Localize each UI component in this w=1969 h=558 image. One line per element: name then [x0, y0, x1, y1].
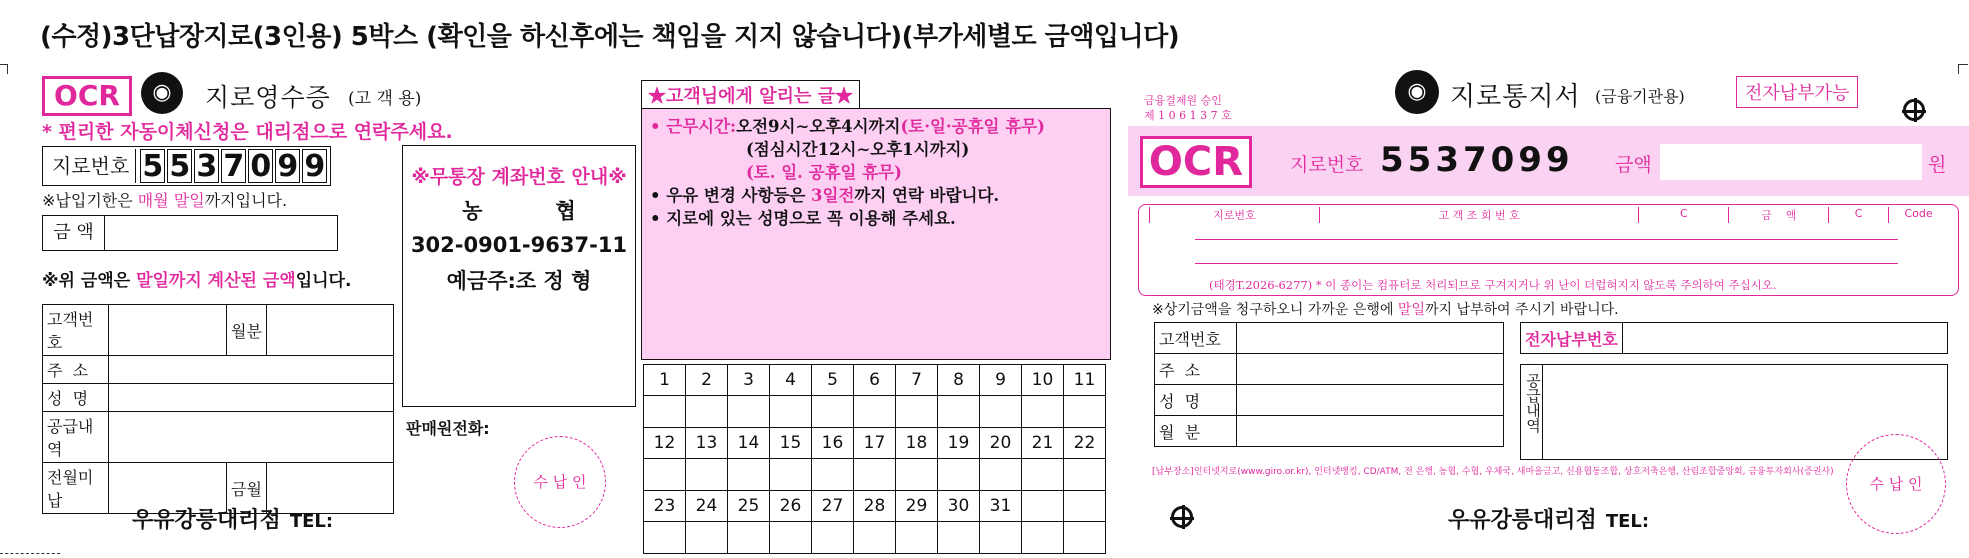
sat-holiday-line: (토. 일. 공휴일 휴무): [746, 163, 902, 182]
code-header: 고 객 조 회 번 호: [1319, 207, 1639, 223]
receipt-stamp: 수 납 인: [1846, 434, 1946, 534]
calendar-check-cell[interactable]: [644, 459, 686, 491]
notice-subtitle: (금융기관용): [1595, 87, 1685, 106]
registration-mark-icon: [1171, 506, 1193, 528]
account-number: 302-0901-9637-11: [410, 233, 628, 257]
this-month-label: 금월: [227, 463, 267, 514]
calendar-day: 4: [770, 365, 812, 396]
amount-field[interactable]: [1660, 144, 1922, 180]
table-row: [43, 384, 394, 412]
name-label: 성 명: [43, 384, 109, 412]
e-payment-number-field[interactable]: [1623, 323, 1947, 353]
calc-highlight: 말일까지 계산된 금액: [136, 271, 296, 291]
calendar-check-cell[interactable]: [980, 396, 1022, 428]
calendar-day: 31: [980, 491, 1022, 522]
supply-field[interactable]: [109, 412, 394, 463]
lunch-line: (점심시간12시∼오후1시까지): [746, 140, 970, 159]
calendar-check-cell[interactable]: [896, 396, 938, 428]
code-header: 금 액: [1728, 207, 1828, 223]
calendar-day: 14: [728, 428, 770, 459]
table-row: [1155, 385, 1504, 416]
calendar-check-cell[interactable]: [1064, 459, 1106, 491]
request-highlight: 말일: [1397, 302, 1425, 318]
calendar-check-cell[interactable]: [812, 459, 854, 491]
calendar-day: 29: [896, 491, 938, 522]
approval-line-1: 금융결제원 승인: [1144, 94, 1222, 107]
bank-name: 농 협: [462, 199, 576, 223]
calendar-check-cell[interactable]: [980, 459, 1022, 491]
giro-logo-icon: ◉: [1395, 70, 1439, 114]
request-suffix: 까지 납부하여 주시기 바랍니다.: [1424, 302, 1619, 318]
notice-title: 지로통지서: [1450, 82, 1581, 112]
calendar-check-cell[interactable]: [686, 459, 728, 491]
calendar-check-row: [644, 459, 1106, 491]
calc-suffix: 입니다.: [295, 271, 352, 291]
address-label: 주 소: [1155, 354, 1237, 385]
month-field[interactable]: [1237, 416, 1504, 447]
calendar-number-row: [644, 365, 1106, 396]
change-line: [650, 184, 1102, 207]
calendar-grid: [643, 364, 1106, 554]
code-line: [1195, 239, 1898, 240]
calendar-day: 22: [1064, 428, 1106, 459]
e-payment-number-box: [1520, 322, 1948, 354]
code-box: [1138, 204, 1959, 296]
giro-digit: 0: [248, 149, 273, 183]
table-row: [43, 356, 394, 384]
calendar-check-cell[interactable]: [644, 396, 686, 428]
calendar-check-cell[interactable]: [1022, 459, 1064, 491]
calendar-check-cell[interactable]: [812, 522, 854, 554]
calendar-day: 25: [728, 491, 770, 522]
registration-mark-icon: [1903, 99, 1925, 121]
account-box: [402, 145, 636, 407]
address-field[interactable]: [1237, 354, 1504, 385]
code-header: C: [1638, 207, 1728, 223]
customer-info-table: [42, 304, 394, 514]
calc-note: [42, 266, 351, 291]
calendar-day: 26: [770, 491, 812, 522]
notice-heading-box: [641, 80, 860, 110]
amount-box: [42, 215, 338, 251]
month-label: 월분: [227, 305, 267, 356]
payment-places-text: 인터넷지로(www.giro.or.kr), 인터넷뱅킹, CD/ATM, 전 은행, 농협, 수협, 우체국, 새마을금고, 신용협동조합, 상호저축은행, 산림조합중앙회, 금융투자회사(증권사): [1193, 467, 1834, 477]
approval-line-2: 제 1 0 6 1 3 7 호: [1144, 109, 1232, 122]
calendar-number-row: [644, 428, 1106, 459]
giro-digit: 9: [302, 149, 327, 183]
calendar-check-cell[interactable]: [1064, 396, 1106, 428]
calendar-check-cell[interactable]: [854, 396, 896, 428]
calendar-check-cell[interactable]: [812, 396, 854, 428]
e-payment-number-label: 전자납부번호: [1521, 323, 1623, 353]
giro-digit: 7: [221, 149, 246, 183]
won-label: 원: [1928, 154, 1947, 176]
calendar-day: 12: [644, 428, 686, 459]
calendar-check-cell[interactable]: [1064, 522, 1106, 554]
calendar-day: 19: [938, 428, 980, 459]
giro-number-box: [42, 146, 331, 186]
calendar-day: 20: [980, 428, 1022, 459]
calendar-check-cell[interactable]: [728, 459, 770, 491]
calendar-check-cell[interactable]: [1022, 396, 1064, 428]
code-header: C: [1828, 207, 1888, 223]
customer-number-field[interactable]: [109, 305, 227, 356]
calendar-check-row: [644, 522, 1106, 554]
calendar-day: 10: [1022, 365, 1064, 396]
calendar-day: 3: [728, 365, 770, 396]
calendar-check-cell[interactable]: [854, 459, 896, 491]
calendar-check-cell[interactable]: [644, 522, 686, 554]
calendar-day: 13: [686, 428, 728, 459]
receipt-subtitle: (고 객 용): [348, 89, 422, 109]
warning-text: (태경T.2026-6277) * 이 종이는 컴퓨터로 처리되므로 구겨지거나 위 난이 더럽혀지지 않도록 주의하여 주십시오.: [1209, 278, 1777, 292]
calendar-check-cell[interactable]: [1022, 522, 1064, 554]
amount-field[interactable]: [105, 216, 337, 250]
name-label: 성 명: [1155, 385, 1237, 416]
calendar-check-cell[interactable]: [728, 396, 770, 428]
unpaid-label: 전월미납: [43, 463, 109, 514]
calc-prefix: ※위 금액은: [42, 271, 137, 291]
calendar-day: 18: [896, 428, 938, 459]
autopay-notice: * 편리한 자동이체신청은 대리점으로 연락주세요.: [42, 121, 453, 143]
calendar-day: 23: [644, 491, 686, 522]
calendar-check-cell[interactable]: [686, 522, 728, 554]
request-prefix: ※상기금액을 청구하오니 가까운 은행에: [1152, 302, 1398, 318]
calendar-day: 6: [854, 365, 896, 396]
table-row: [1155, 354, 1504, 385]
calendar-day: 24: [686, 491, 728, 522]
calendar-day: 9: [980, 365, 1022, 396]
calendar-check-cell[interactable]: [854, 522, 896, 554]
tel-label: TEL:: [1605, 511, 1650, 532]
amount-label: 금 액: [43, 216, 105, 250]
address-label: 주 소: [43, 356, 109, 384]
calendar-day: 2: [686, 365, 728, 396]
change-suffix: 까지 연락 바랍니다.: [854, 186, 1000, 205]
giro-number-value: 5537099: [1380, 140, 1574, 180]
code-header: Code: [1888, 207, 1948, 223]
hours-text: 오전9시∼오후4시까지: [736, 117, 901, 136]
table-row: [1155, 323, 1504, 354]
calendar-day: 27: [812, 491, 854, 522]
tel-label: TEL:: [289, 511, 334, 532]
giro-logo-icon: ◉: [141, 72, 183, 114]
giro-number-label: 지로번호: [1290, 154, 1364, 176]
calendar-day: 30: [938, 491, 980, 522]
giro-number-digits: [140, 149, 327, 183]
due-prefix: ※납입기한은: [42, 191, 138, 210]
notice-box: [641, 108, 1111, 360]
month-field[interactable]: [267, 305, 394, 356]
table-row: [43, 305, 394, 356]
calendar-day: [1022, 491, 1064, 522]
page-title: (수정)3단납장지로(3인용) 5박스 (확인을 하신후에는 책임을 지지 않습니다)(부가세별도 금액입니다): [40, 22, 1180, 52]
ocr-label: OCR: [42, 76, 132, 116]
corner-mark: [0, 64, 8, 74]
calendar-day: [1064, 491, 1106, 522]
table-row: [1155, 416, 1504, 447]
customer-number-label: 고객번호: [43, 305, 109, 356]
hours-label: • 근무시간:: [650, 117, 737, 136]
calendar-day: 17: [854, 428, 896, 459]
ocr-label: OCR: [1140, 136, 1252, 188]
calendar-number-row: [644, 491, 1106, 522]
due-date-note: [42, 188, 287, 211]
hours-holiday: (토·일·공휴일 휴무): [900, 117, 1045, 136]
calendar-check-cell[interactable]: [770, 522, 812, 554]
supply-label: 공급내역: [43, 412, 109, 463]
calendar-day: 8: [938, 365, 980, 396]
code-headers: [1139, 205, 1958, 225]
calendar-check-cell[interactable]: [896, 459, 938, 491]
name-notice-line: • 지로에 있는 성명으로 꼭 이용해 주세요.: [650, 209, 956, 228]
change-prefix: • 우유 변경 사항등은: [650, 186, 812, 205]
giro-digit: 5: [167, 149, 192, 183]
customer-number-field[interactable]: [1237, 323, 1504, 354]
calendar-check-cell[interactable]: [980, 522, 1022, 554]
supply-detail-label: 공급내역: [1521, 365, 1543, 459]
e-payment-badge: 전자납부가능: [1736, 76, 1858, 108]
calendar-check-cell[interactable]: [938, 522, 980, 554]
calendar-day: 1: [644, 365, 686, 396]
right-agency: [1448, 503, 1649, 534]
giro-digit: 5: [140, 149, 165, 183]
due-highlight: 매월 말일: [137, 191, 205, 210]
calendar-check-cell[interactable]: [938, 396, 980, 428]
tear-line: [0, 553, 60, 554]
account-holder: 예금주:조 정 형: [446, 269, 592, 293]
calendar-check-cell[interactable]: [686, 396, 728, 428]
calendar-check-cell[interactable]: [770, 459, 812, 491]
due-suffix: 까지입니다.: [204, 191, 288, 210]
calendar-day: 21: [1022, 428, 1064, 459]
calendar-check-cell[interactable]: [938, 459, 980, 491]
calendar-day: 15: [770, 428, 812, 459]
calendar-check-cell[interactable]: [896, 522, 938, 554]
receipt-stamp: 수 납 인: [514, 436, 606, 528]
left-agency: [132, 503, 333, 534]
notice-heading: ★고객님에게 알리는 글★: [648, 86, 854, 107]
name-field[interactable]: [109, 384, 394, 412]
account-heading: ※무통장 계좌번호 안내※: [411, 166, 627, 188]
payment-places-label: [납부장소]: [1152, 467, 1194, 477]
payer-info-table: [1154, 322, 1504, 447]
calendar-check-row: [644, 396, 1106, 428]
amount-label: 금액: [1615, 154, 1652, 176]
calendar-day: 5: [812, 365, 854, 396]
giro-digit: 3: [194, 149, 219, 183]
change-highlight: 3일전: [811, 186, 855, 205]
calendar-day: 11: [1064, 365, 1106, 396]
table-row: [43, 412, 394, 463]
corner-mark: [1958, 64, 1968, 74]
agency-name: 우유강릉대리점: [1448, 508, 1597, 533]
code-header: 지로번호: [1149, 207, 1319, 223]
request-note: [1152, 299, 1619, 319]
customer-number-label: 고객번호: [1155, 323, 1237, 354]
calendar-check-cell[interactable]: [770, 396, 812, 428]
agency-name: 우유강릉대리점: [132, 508, 281, 533]
receipt-title: 지로영수증: [205, 83, 331, 112]
calendar-day: 7: [896, 365, 938, 396]
hours-line: [650, 115, 1102, 138]
calendar-day: 28: [854, 491, 896, 522]
giro-number-label: 지로번호: [46, 149, 136, 183]
month-label: 월 분: [1155, 416, 1237, 447]
seller-phone-label: 판매원전화:: [406, 419, 490, 438]
code-line: [1195, 263, 1898, 264]
calendar-check-cell[interactable]: [728, 522, 770, 554]
calendar-day: 16: [812, 428, 854, 459]
giro-digit: 9: [275, 149, 300, 183]
address-field[interactable]: [109, 356, 394, 384]
name-field[interactable]: [1237, 385, 1504, 416]
payment-places: [1152, 464, 1834, 477]
